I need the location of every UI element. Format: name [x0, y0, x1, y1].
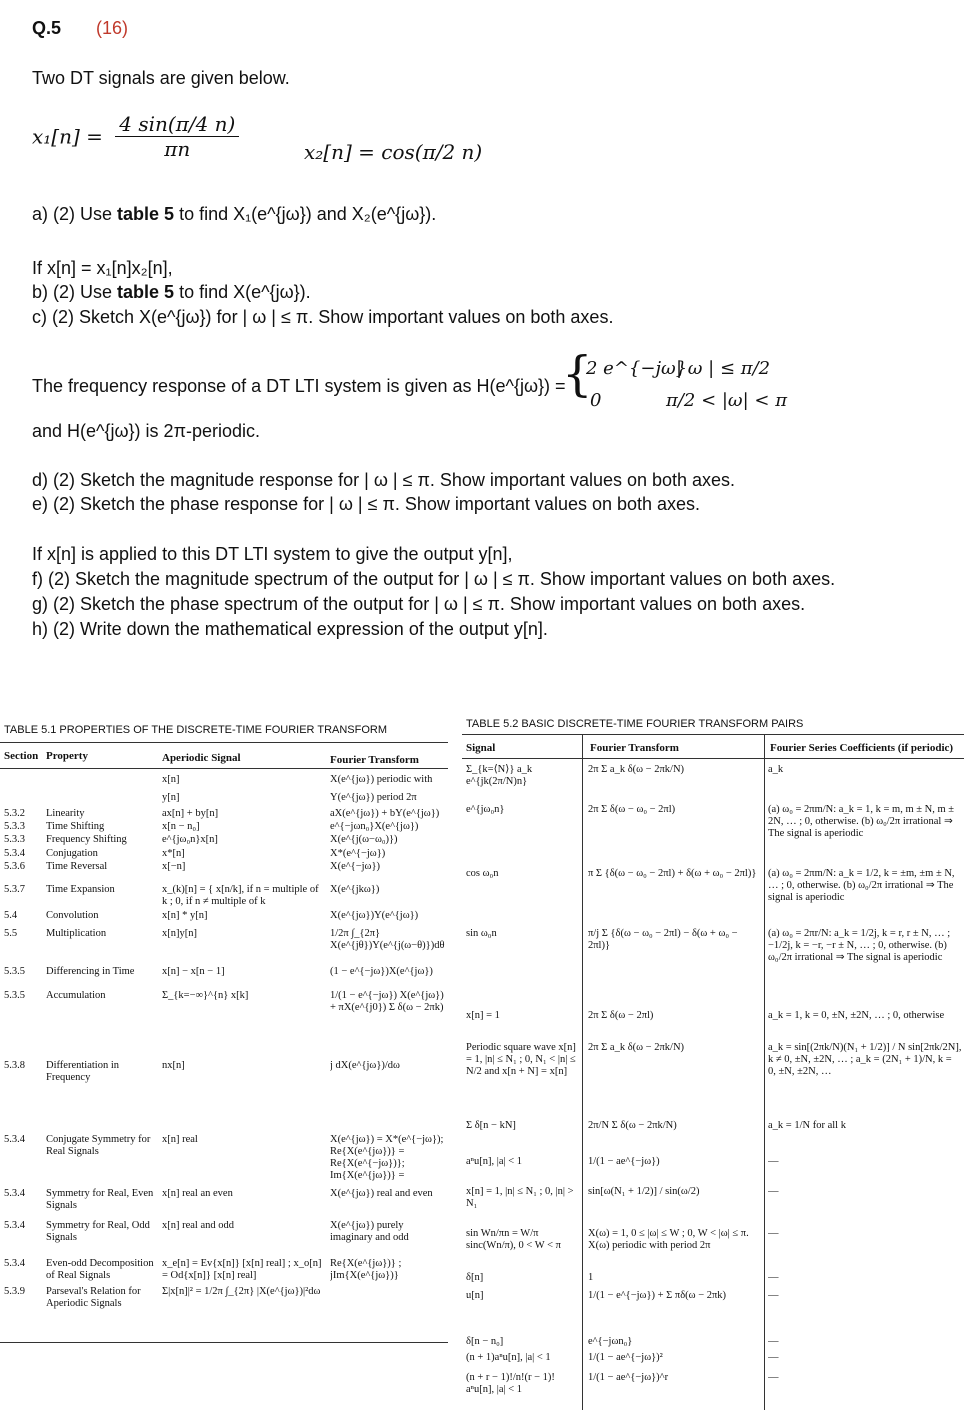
t51-row-14-sec: 5.3.4	[4, 1188, 25, 1199]
table-5-2-caption: TABLE 5.2 BASIC DISCRETE-TIME FOURIER TRANSFORM PAIRS	[466, 718, 804, 730]
part-g: g) (2) Sketch the phase spectrum of the output for | ω | ≤ π. Show important values on both axes.	[32, 594, 806, 614]
t52-row-1-ft: 2π Σ δ(ω − ω₀ − 2πl)	[588, 804, 676, 815]
t52-row-1-fs: (a) ω₀ = 2πm/N: a_k = 1, k = m, m ± N, m ± 2N, … ; 0, otherwise. (b) ω₀/2π irrational ⇒ The signal is aperiodic	[768, 804, 955, 839]
t52-row-1-sig: e^{jω₀n}	[466, 804, 505, 815]
t51-header-ft: Fourier Transform	[330, 754, 419, 766]
t52-row-4-sig: x[n] = 1	[466, 1010, 500, 1021]
t51-row-3-sig: x[n − n₀]	[162, 821, 200, 832]
t51-row-2-sec: 5.3.2	[4, 808, 25, 819]
t52-row-9-ft: X(ω) = 1, 0 ≤ |ω| ≤ W ; 0, W < |ω| ≤ π. X(ω) periodic with period 2π	[588, 1228, 749, 1251]
t51-row-4-sec: 5.3.3	[4, 834, 25, 845]
t52-row-12-ft: e^{−jωn₀}	[588, 1336, 633, 1347]
t51-row-2-ft: aX(e^{jω}) + bY(e^{jω})	[330, 808, 440, 819]
t51-row-9-prop: Multiplication	[46, 928, 107, 939]
t51-row-17-sec: 5.3.9	[4, 1286, 25, 1297]
t51-row-13-prop: Conjugate Symmetry for Real Signals	[46, 1134, 151, 1157]
t51-row-6-sig: x[−n]	[162, 861, 186, 872]
x1-definition	[32, 112, 239, 161]
t52-row-7-ft: 1/(1 − ae^{−jω})	[588, 1156, 660, 1167]
t52-row-11-fs: —	[768, 1290, 779, 1301]
t51-header-property: Property	[46, 750, 88, 762]
table-5-2	[462, 712, 966, 1412]
t51-row-16-ft: Re{X(e^{jω})} ; jIm{X(e^{jω})}	[330, 1258, 402, 1281]
t52-row-0-fs: a_k	[768, 764, 784, 775]
t51-row-12-sig: nx[n]	[162, 1060, 185, 1071]
t51-row-9-ft: 1/2π ∫_{2π} X(e^{jθ})Y(e^{j(ω−θ)})dθ	[330, 928, 445, 951]
t52-row-8-sig: x[n] = 1, |n| ≤ N₁ ; 0, |n| > N₁	[466, 1186, 574, 1209]
t52-row-5-ft: 2π Σ a_k δ(ω − 2πk/N)	[588, 1042, 685, 1053]
t51-row-15-sec: 5.3.4	[4, 1220, 25, 1231]
if-line: If x[n] = x₁[n]x₂[n],	[32, 258, 173, 278]
t52-row-10-fs: —	[768, 1272, 779, 1283]
t52-row-14-ft: 1/(1 − ae^{−jω})^r	[588, 1372, 669, 1383]
t52-row-12-sig: δ[n − n₀]	[466, 1336, 504, 1347]
t52-row-7-sig: aⁿu[n], |a| < 1	[466, 1156, 522, 1167]
case2-value: 0	[590, 390, 602, 411]
t52-row-9-fs: —	[768, 1228, 779, 1239]
t51-row-1-ft: Y(e^{jω}) period 2π	[330, 792, 417, 803]
t52-row-12-fs: —	[768, 1336, 779, 1347]
t51-row-2-prop: Linearity	[46, 808, 85, 819]
piecewise-brace: {	[562, 346, 593, 402]
t51-row-10-prop: Differencing in Time	[46, 966, 135, 977]
t51-row-13-sec: 5.3.4	[4, 1134, 25, 1145]
t51-row-3-prop: Time Shifting	[46, 821, 105, 832]
t52-header-signal: Signal	[466, 742, 496, 754]
t51-row-15-sig: x[n] real and odd	[162, 1220, 235, 1231]
t52-row-4-fs: a_k = 1, k = 0, ±N, ±2N, … ; 0, otherwise	[768, 1010, 945, 1021]
question-marks: (16)	[96, 18, 129, 38]
if2-line: If x[n] is applied to this DT LTI system to give the output y[n],	[32, 544, 513, 564]
t51-row-11-sig: Σ_{k=−∞}^{n} x[k]	[162, 990, 249, 1001]
t52-row-7-fs: —	[768, 1156, 779, 1167]
t52-row-8-ft: sin[ω(N₁ + 1/2)] / sin(ω/2)	[588, 1186, 700, 1197]
t52-row-13-fs: —	[768, 1352, 779, 1363]
t52-row-14-sig: (n + r − 1)!/n!(r − 1)! aⁿu[n], |a| < 1	[466, 1372, 555, 1395]
freq-response-text: The frequency response of a DT LTI system is given as H(e^{jω}) =	[32, 376, 566, 396]
t52-row-13-ft: 1/(1 − ae^{−jω})²	[588, 1352, 663, 1363]
t51-row-12-ft: j dX(e^{jω})/dω	[330, 1060, 400, 1071]
t52-row-10-sig: δ[n]	[466, 1272, 484, 1283]
t51-row-7-ft: X(e^{jkω})	[330, 884, 380, 895]
part-e: e) (2) Sketch the phase response for | ω | ≤ π. Show important values on both axes.	[32, 494, 701, 514]
t52-row-4-ft: 2π Σ δ(ω − 2πl)	[588, 1010, 654, 1021]
t51-row-9-sig: x[n]y[n]	[162, 928, 197, 939]
t52-row-0-sig: Σ_{k=⟨N⟩} a_k e^{jk(2π/N)n}	[466, 764, 533, 787]
case1-condition: | ω | ≤ π/2	[676, 358, 771, 379]
t51-row-16-prop: Even-odd Decomposition of Real Signals	[46, 1258, 154, 1281]
t52-header-fs: Fourier Series Coefficients (if periodic)	[770, 742, 954, 754]
t52-row-3-fs: (a) ω₀ = 2πr/N: a_k = 1/2j, k = r, r ± N, … ; −1/2j, k = −r, −r ± N, … ; 0, otherwise. (b) ω₀/2π irrational ⇒ The signal is aperiodic	[768, 928, 951, 963]
t51-row-5-sig: x*[n]	[162, 848, 185, 859]
t51-row-11-prop: Accumulation	[46, 990, 106, 1001]
t51-row-6-prop: Time Reversal	[46, 861, 108, 872]
t51-row-7-sig: x_(k)[n] = { x[n/k], if n = multiple of k ; 0, if n ≠ multiple of k	[162, 884, 319, 907]
t51-row-12-prop: Differentiation in Frequency	[46, 1060, 119, 1083]
t52-row-13-sig: (n + 1)aⁿu[n], |a| < 1	[466, 1352, 551, 1363]
t51-row-3-sec: 5.3.3	[4, 821, 25, 832]
t51-row-3-ft: e^{−jωn₀}X(e^{jω})	[330, 821, 419, 832]
t51-row-16-sig: x_e[n] = Ev{x[n]} [x[n] real] ; x_o[n] = Od{x[n]} [x[n] real]	[162, 1258, 322, 1281]
t51-row-17-sig: Σ|x[n]|² = 1/2π ∫_{2π} |X(e^{jω})|²dω	[162, 1286, 321, 1297]
t51-row-14-prop: Symmetry for Real, Even Signals	[46, 1188, 154, 1211]
t51-row-6-sec: 5.3.6	[4, 861, 25, 872]
t51-row-8-sig: x[n] * y[n]	[162, 910, 208, 921]
periodic-text: and H(e^{jω}) is 2π-periodic.	[32, 421, 261, 441]
t52-row-14-fs: —	[768, 1372, 779, 1383]
t51-row-8-prop: Convolution	[46, 910, 99, 921]
case1-value: 2 e^{−jω}	[586, 358, 688, 379]
t52-row-9-sig: sin Wn/πn = W/π sinc(Wn/π), 0 < W < π	[466, 1228, 561, 1251]
t51-row-4-prop: Frequency Shifting	[46, 834, 127, 845]
t51-row-15-ft: X(e^{jω}) purely imaginary and odd	[330, 1220, 409, 1243]
question-label: Q.5	[32, 18, 62, 38]
t51-row-8-ft: X(e^{jω})Y(e^{jω})	[330, 910, 419, 921]
t51-row-5-sec: 5.3.4	[4, 848, 25, 859]
intro-text: Two DT signals are given below.	[32, 68, 290, 88]
t52-row-11-ft: 1/(1 − e^{−jω}) + Σ πδ(ω − 2πk)	[588, 1290, 727, 1301]
t51-row-5-prop: Conjugation	[46, 848, 98, 859]
t51-row-0-ft: X(e^{jω}) periodic with	[330, 774, 433, 785]
t51-row-14-sig: x[n] real an even	[162, 1188, 233, 1199]
part-b: b) (2) Use table 5 to find X(e^{jω}).	[32, 282, 311, 302]
part-f: f) (2) Sketch the magnitude spectrum of the output for | ω | ≤ π. Show important values on both axes.	[32, 569, 836, 589]
t51-row-0-sig: x[n]	[162, 774, 180, 785]
t51-row-11-sec: 5.3.5	[4, 990, 25, 1001]
t51-row-8-sec: 5.4	[4, 910, 18, 921]
t52-row-6-ft: 2π/N Σ δ(ω − 2πk/N)	[588, 1120, 677, 1131]
t52-row-6-fs: a_k = 1/N for all k	[768, 1120, 846, 1131]
t52-row-2-ft: π Σ {δ(ω − ω₀ − 2πl) + δ(ω + ω₀ − 2πl)}	[588, 868, 757, 879]
t52-row-11-sig: u[n]	[466, 1290, 484, 1301]
t52-row-3-ft: π/j Σ {δ(ω − ω₀ − 2πl) − δ(ω + ω₀ − 2πl)}	[588, 928, 738, 951]
part-d: d) (2) Sketch the magnitude response for | ω | ≤ π. Show important values on both axes.	[32, 470, 736, 490]
t51-row-4-sig: e^{jω₀n}x[n]	[162, 834, 218, 845]
x1-lhs: x₁[n] =	[32, 124, 103, 149]
t51-row-4-ft: X(e^{j(ω−ω₀)})	[330, 834, 398, 845]
t51-row-14-ft: X(e^{jω}) real and even	[330, 1188, 433, 1199]
part-h: h) (2) Write down the mathematical expression of the output y[n].	[32, 619, 548, 639]
t52-row-6-sig: Σ δ[n − kN]	[466, 1120, 516, 1131]
x1-numerator: 4 sin(π/4 n)	[115, 112, 239, 137]
t51-row-11-ft: 1/(1 − e^{−jω}) X(e^{jω}) + πX(e^{j0}) Σ δ(ω − 2πk)	[330, 990, 444, 1013]
t51-row-16-sec: 5.3.4	[4, 1258, 25, 1269]
t51-row-10-sig: x[n] − x[n − 1]	[162, 966, 225, 977]
t51-row-17-prop: Parseval's Relation for Aperiodic Signals	[46, 1286, 141, 1309]
table-5-1	[0, 718, 452, 1408]
part-a: a) (2) Use table 5 to find X₁(e^{jω}) and X₂(e^{jω}).	[32, 204, 437, 224]
t51-row-6-ft: X(e^{−jω})	[330, 861, 380, 872]
t51-row-7-prop: Time Expansion	[46, 884, 115, 895]
x1-denominator: πn	[164, 137, 191, 161]
t52-row-2-fs: (a) ω₀ = 2πm/N: a_k = 1/2, k = ±m, ±m ± N, … ; 0, otherwise. (b) ω₀/2π irrational ⇒ The signal is aperiodic	[768, 868, 955, 903]
t51-row-9-sec: 5.5	[4, 928, 18, 939]
part-c: c) (2) Sketch X(e^{jω}) for | ω | ≤ π. Show important values on both axes.	[32, 307, 614, 327]
t51-header-section: Section	[4, 750, 39, 762]
t52-header-ft: Fourier Transform	[590, 742, 679, 754]
t52-row-0-ft: 2π Σ a_k δ(ω − 2πk/N)	[588, 764, 685, 775]
t51-header-signal: Aperiodic Signal	[162, 752, 241, 764]
t51-row-13-ft: X(e^{jω}) = X*(e^{−jω}); Re{X(e^{jω})} = Re{X(e^{−jω})}; Im{X(e^{jω})} =	[330, 1134, 444, 1181]
t51-row-13-sig: x[n] real	[162, 1134, 198, 1145]
t52-row-10-ft: 1	[588, 1272, 594, 1283]
x2-definition: x₂[n] = cos(π/2 n)	[304, 140, 483, 164]
t51-row-1-sig: y[n]	[162, 792, 180, 803]
t52-row-3-sig: sin ω₀n	[466, 928, 497, 939]
t51-row-12-sec: 5.3.8	[4, 1060, 25, 1071]
table-5-1-caption: TABLE 5.1 PROPERTIES OF THE DISCRETE-TIME FOURIER TRANSFORM	[4, 724, 388, 736]
t51-row-10-sec: 5.3.5	[4, 966, 25, 977]
t51-row-2-sig: ax[n] + by[n]	[162, 808, 219, 819]
t51-row-15-prop: Symmetry for Real, Odd Signals	[46, 1220, 150, 1243]
t52-row-8-fs: —	[768, 1186, 779, 1197]
t51-row-5-ft: X*(e^{−jω})	[330, 848, 386, 859]
t51-row-10-ft: (1 − e^{−jω})X(e^{jω})	[330, 966, 433, 977]
case2-condition: π/2 < |ω| < π	[666, 390, 788, 411]
t52-row-5-sig: Periodic square wave x[n] = 1, |n| ≤ N₁ ; 0, N₁ < |n| ≤ N/2 and x[n + N] = x[n]	[466, 1042, 576, 1077]
t52-row-5-fs: a_k = sin[(2πk/N)(N₁ + 1/2)] / N sin[2πk/2N], k ≠ 0, ±N, ±2N, … ; a_k = (2N₁ + 1)/N, k = 0, ±N, ±2N, …	[768, 1042, 962, 1077]
t52-row-2-sig: cos ω₀n	[466, 868, 499, 879]
t51-row-7-sec: 5.3.7	[4, 884, 25, 895]
